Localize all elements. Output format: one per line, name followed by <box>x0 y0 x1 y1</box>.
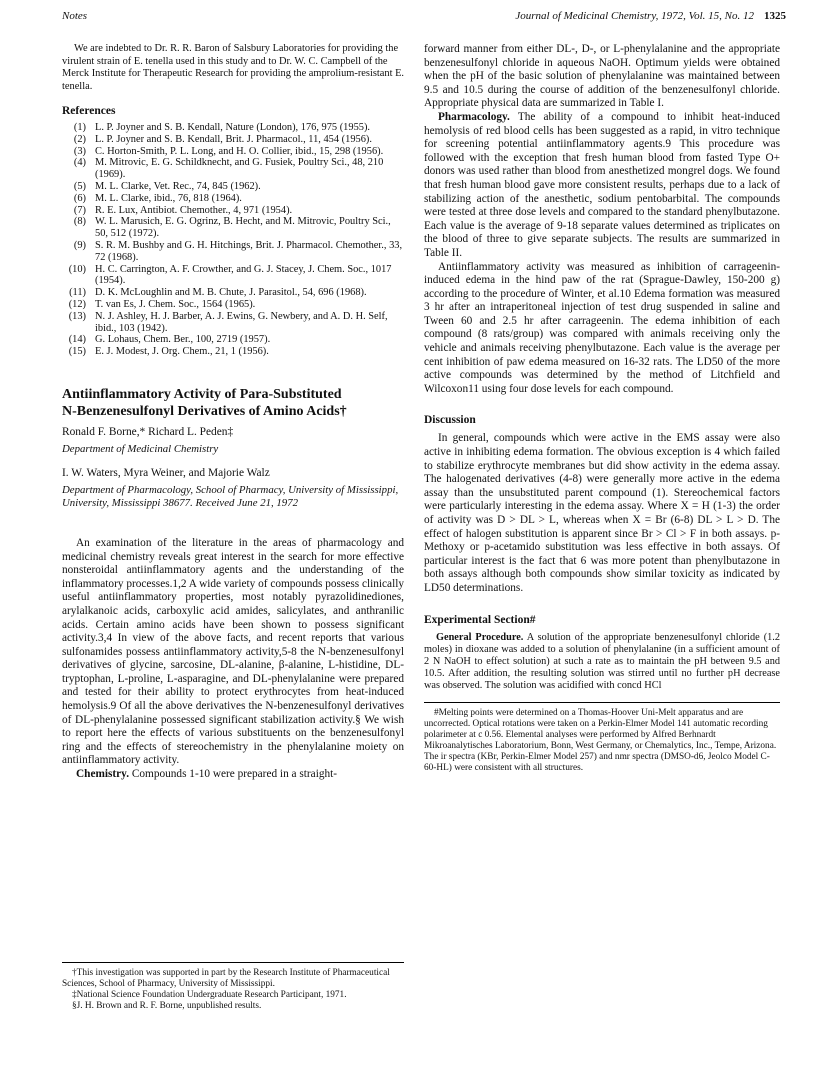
general-procedure-paragraph <box>424 632 780 692</box>
experimental-section <box>424 632 780 692</box>
reference-item <box>62 287 404 299</box>
pharmacology-run-in-heading: Pharmacology. <box>438 110 510 123</box>
introduction-paragraph: An examination of the literature in the areas of pharmacology and medicinal chemistry reveals great interest in the search for more effective nonsteroidal antiinflammatory agents and the understanding of the inflammatory processes.1,2 A wide variety of compounds possess clinically useful antiinflammatory properties, most notably pyrazolidinediones, arylalkanoic acids, carboxylic acid amides, salicylates, and anthranilic acids. Certain amino acids have been shown to possess significant activity.3,4 In view of the above facts, and recent reports that various sulfonamides possess antiinflammatory activity,5-8 the N-benzenesulfonyl derivatives of glycine, sarcosine, DL-alanine, β-alanine, L-histidine, DL-tryptophan, L-proline, L-asparagine, and DL-phenylalanine were prepared and tested for their ability to protect erythrocytes from heat-induced hemolysis.9 Of all the above derivatives the N-benzenesulfonyl derivatives of DL-phenylalanine possessed significant stabilization activity.§ We wish to report here the effects of various substituents on the benzenesulfonyl ring and the effects of stereochemistry in the phenylalanine moiety on antiinflammatory activity. <box>62 536 404 767</box>
reference-text: E. J. Modest, J. Org. Chem., 21, 1 (1956). <box>95 346 269 358</box>
reference-item <box>62 193 404 205</box>
footnotes-left <box>62 962 404 1012</box>
references-heading: References <box>62 105 116 117</box>
reference-item <box>62 181 404 193</box>
reference-number: (6) <box>73 192 86 204</box>
reference-text: R. E. Lux, Antibiot. Chemother., 4, 971 (1954). <box>95 204 293 216</box>
chemistry-paragraph-start <box>62 768 404 782</box>
references-list <box>62 122 404 358</box>
pharmacology-text: The ability of a compound to inhibit heat-induced hemolysis of red blood cells has been suggested as a rapid, in vitro technique for screening potential antiinflammatory agents.9 This procedure was followed with the exception that fresh human blood from fasted Type O+ donors was used rather than blood from anesthetized mongrel dogs. We found that fresh human blood gave more consistent results, perhaps due to a lack of stabilizing action of the anesthetic, sodium pentobarbital. The compounds were tested at three dose levels and compared to the standard phenylbutazone. Each value is the average of 9-18 separate values determined as triplicates on the blood of three to give separate subjects. The results are summarized in Table II. <box>424 110 780 259</box>
reference-item <box>62 299 404 311</box>
footnote-section: §J. H. Brown and R. F. Borne, unpublished results. <box>72 1001 262 1011</box>
reference-number: (14) <box>68 334 86 346</box>
reference-number: (10) <box>68 263 86 275</box>
authors-primary: Ronald F. Borne,* Richard L. Peden‡ <box>62 425 234 438</box>
reference-text: G. Lohaus, Chem. Ber., 100, 2719 (1957). <box>95 334 271 346</box>
article-title-line2: N-Benzenesulfonyl Derivatives of Amino Acids† <box>62 403 347 419</box>
chemistry-text-right: forward manner from either DL-, D-, or L-phenylalanine and the appropriate benzenesulfonyl chloride in aqueous NaOH. Optimum yields were obtained when the pH of the basic solution of phenylalanine was maintained between 9.5 and 10.5 during the course of addition of the benzenesulfonyl chloride. Appropriate physical data are summarized in Table I. <box>424 43 780 110</box>
general-procedure-text: A solution of the appropriate benzenesulfonyl chloride (1.2 moles) in dioxane was added to a solution of phenylalanine (in a sufficient amount of 2 N NaOH to effect solution) at such a rate as to maintain the pH between 9.5 and 10.5. After addition, the resulting solution was stirred until no further pH decrease was observed. The solution was acidified with concd HCl <box>424 631 780 691</box>
chemistry-continuation <box>424 43 780 396</box>
article-title <box>62 386 404 420</box>
footnote-double-dagger: ‡National Science Foundation Undergraduate Research Participant, 1971. <box>72 990 347 1000</box>
general-procedure-heading: General Procedure. <box>436 631 524 643</box>
reference-number: (12) <box>68 298 86 310</box>
introduction-section <box>62 537 404 782</box>
chemistry-text-left: Compounds 1-10 were prepared in a straight- <box>131 768 338 781</box>
reference-text: M. L. Clarke, ibid., 76, 818 (1964). <box>95 192 242 204</box>
reference-item <box>62 146 404 158</box>
reference-text: S. R. M. Bushby and G. H. Hitchings, Brit. J. Pharmacol. Chemother., 33, 72 (1968). <box>95 239 403 263</box>
reference-text: L. P. Joyner and S. B. Kendall, Brit. J. Pharmacol., 11, 454 (1956). <box>95 133 372 145</box>
journal-citation: Journal of Medicinal Chemistry, 1972, Vol. 15, No. 12 <box>515 10 754 22</box>
reference-item <box>62 311 404 335</box>
reference-item <box>62 334 404 346</box>
reference-text: D. K. McLoughlin and M. B. Chute, J. Parasitol., 54, 696 (1968). <box>95 287 367 299</box>
reference-number: (9) <box>73 239 86 251</box>
left-column <box>62 43 404 782</box>
reference-number: (15) <box>68 346 86 358</box>
reference-number: (13) <box>68 310 86 322</box>
experimental-heading: Experimental Section# <box>424 613 536 626</box>
reference-number: (3) <box>73 145 86 157</box>
reference-text: H. C. Carrington, A. F. Crowther, and G. J. Stacey, J. Chem. Soc., 1017 (1954). <box>95 263 392 287</box>
authors-secondary: I. W. Waters, Myra Weiner, and Majorie Walz <box>62 466 270 479</box>
chemistry-run-in-heading: Chemistry. <box>76 768 130 781</box>
edema-paragraph: Antiinflammatory activity was measured as inhibition of carrageenin-induced edema in the hind paw of the rat (Sprague-Dawley, 150-200 g) according to the procedure of Winter, et al.10 Edema formation was measured 3 hr after an intraperitoneal injection of test drug suspended in saline and Tween 60 and 2.5 hr after carrageenin. The edema inhibition of each compound (8 rats/group) was compared with animals receiving only the vehicle and animals receiving phenylbutazone. Each value is the average per cent inhibition of paw edema measured on 16-32 rats. The LD50 of the more active compounds was determined by the method of Litchfield and Wilcoxon11 using four dose levels for each compound. <box>424 260 780 395</box>
reference-item <box>62 157 404 181</box>
reference-text: W. L. Marusich, E. G. Ogrinz, B. Hecht, and M. Mitrovic, Poultry Sci., 50, 512 (1972). <box>95 216 391 240</box>
reference-item <box>62 216 404 240</box>
discussion-heading: Discussion <box>424 414 476 427</box>
article-title-line1: Antiinflammatory Activity of Para-Substituted <box>62 386 342 402</box>
reference-item <box>62 205 404 217</box>
acknowledgment-paragraph: We are indebted to Dr. R. R. Baron of Salsbury Laboratories for providing the virulent strain of E. tenella used in this study and to Dr. W. C. Campbell of the Merck Institute for Therapeutic Research for providing the amprolium-resistant E. tenella. <box>62 43 405 92</box>
department-medicinal-chemistry: Department of Medicinal Chemistry <box>62 442 219 455</box>
reference-item <box>62 240 404 264</box>
reference-number: (5) <box>73 180 86 192</box>
reference-text: C. Horton-Smith, P. L. Long, and H. O. Collier, ibid., 15, 298 (1956). <box>95 145 384 157</box>
reference-text: M. Mitrovic, E. G. Schildknecht, and G. Fusiek, Poultry Sci., 48, 210 (1969). <box>95 157 384 181</box>
reference-text: L. P. Joyner and S. B. Kendall, Nature (London), 176, 975 (1955). <box>95 122 371 133</box>
reference-number: (4) <box>73 157 86 169</box>
discussion-section <box>424 432 780 595</box>
reference-item <box>62 134 404 146</box>
reference-number: (8) <box>73 216 86 228</box>
reference-item <box>62 264 404 288</box>
reference-text: T. van Es, J. Chem. Soc., 1564 (1965). <box>95 298 256 310</box>
department-pharmacology: Department of Pharmacology, School of Pharmacy, University of Mississippi, University, Mississippi 38677. Received June 21, 1972 <box>62 483 399 509</box>
reference-item <box>62 122 404 134</box>
pharmacology-paragraph <box>424 111 780 261</box>
reference-number: (7) <box>73 204 86 216</box>
reference-text: N. J. Ashley, H. J. Barber, A. J. Ewins, G. Newbery, and A. D. H. Self, ibid., 103 (1942). <box>95 310 388 334</box>
footnote-right <box>424 702 780 774</box>
footnote-dagger: †This investigation was supported in part by the Research Institute of Pharmaceutical Sciences, School of Pharmacy, University of Mississippi. <box>62 968 390 989</box>
page-number: 1325 <box>764 10 786 22</box>
reference-number: (11) <box>69 287 86 299</box>
running-head-journal <box>515 10 786 22</box>
reference-text: M. L. Clarke, Vet. Rec., 74, 845 (1962). <box>95 180 261 192</box>
discussion-paragraph: In general, compounds which were active in the EMS assay were also active in inhibiting edema formation. The obvious exception is 4 which failed to stabilize erythrocyte membranes but did show activity in the edema assay. The halogenated derivatives (4-8) were generally more active in the edema assay than the unsubstituted parent compound (1). Stereochemical factors were particularly interesting in the edema assay. Where X = H (1-3) the order of activity was D > DL > L, whereas when X = Br (6-8) DL > L > D. The effect of halogen substitution is apparent since Br > Cl > F in both assays. p-Methoxy or p-acetamido substitution was less effective in both assays. Of particular interest is the fact that 6 was more potent than phenylbutazone in both assays although both compounds show similar toxicity as indicated by LD50 determinations. <box>424 432 780 594</box>
running-head-section: Notes <box>62 10 88 22</box>
right-column <box>424 43 780 774</box>
reference-item <box>62 346 404 358</box>
reference-number: (2) <box>73 133 86 145</box>
footnote-hash: #Melting points were determined on a Thomas-Hoover Uni-Melt apparatus and are uncorrected. Optical rotations were taken on a Perkin-Elmer Model 141 automatic recording polarimeter at c 0.56. Elemental analyses were performed by Alfred Berhnardt Mikroanalytisches Laboratorium, Bonn, West Germany, or Chemalytics, Inc., Tempe, Arizona. The ir spectra (KBr, Perkin-Elmer Model 257) and nmr spectra (DMSO-d6, Jeolco Model C-60-HL) were consistent with all structures. <box>424 707 777 773</box>
reference-number: (1) <box>73 122 86 133</box>
